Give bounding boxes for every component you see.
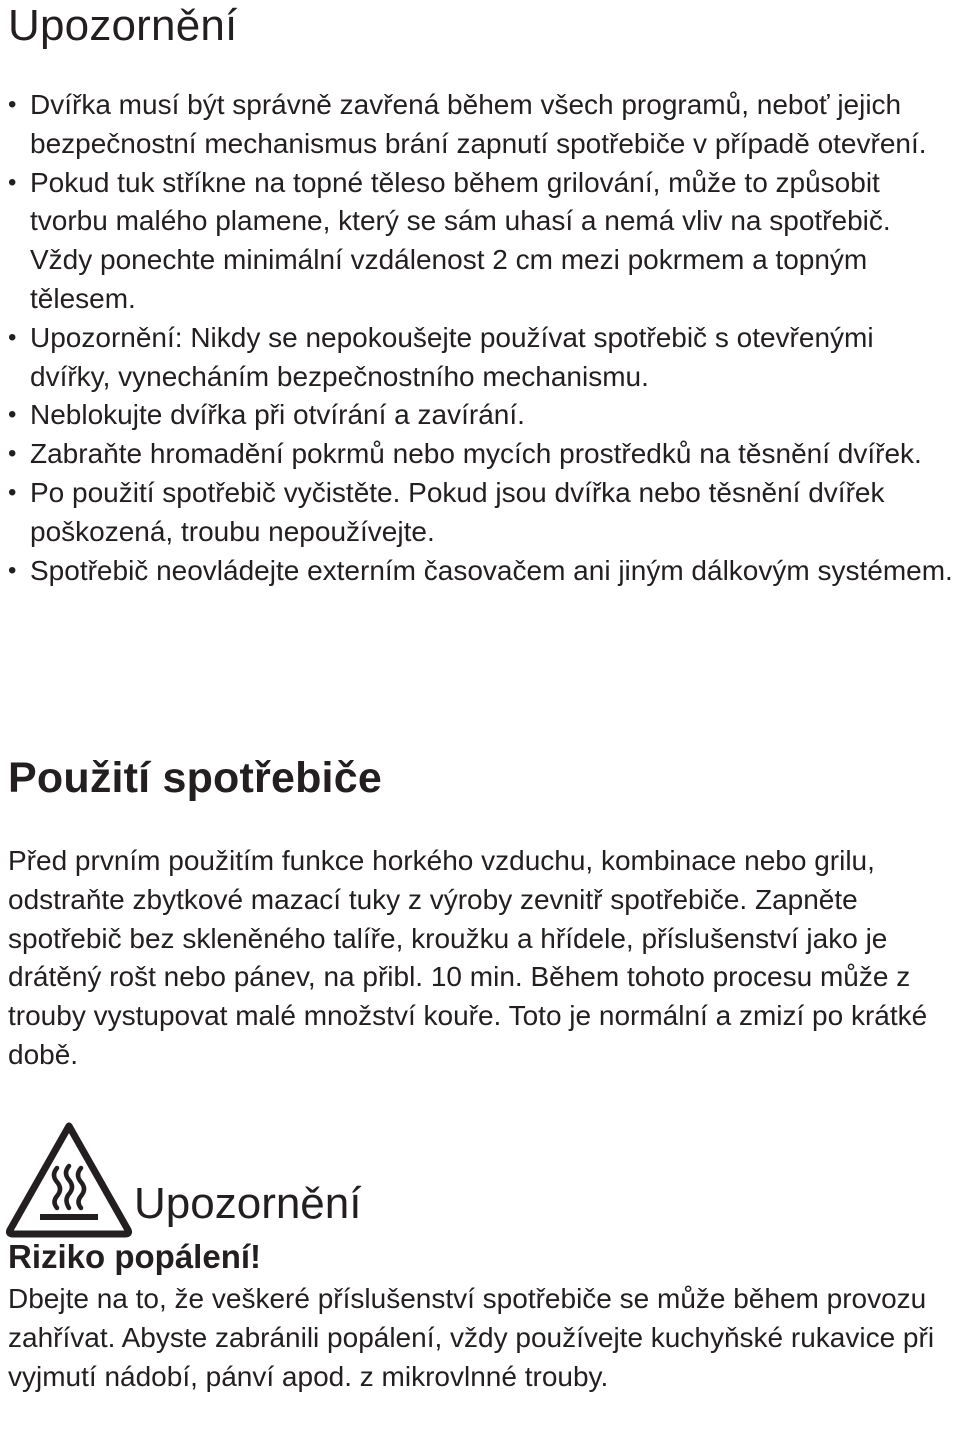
list-item: [8, 86, 956, 164]
burn-risk-subheading: Riziko popálení!: [8, 1238, 262, 1275]
list-item-text: Pokud tuk stříkne na topné těleso během grilování, může to způsobit tvorbu malého plamene, který se sám uhasí a nemá vliv na spotřebič. Vždy ponechte minimální vzdálenost 2 cm mezi pokrmem a topným tělesem.: [30, 166, 891, 314]
usage-heading: Použití spotřebiče: [8, 754, 382, 802]
burn-warning-heading: Upozornění: [134, 1179, 362, 1228]
burn-paragraph: Dbejte na to, že veškeré příslušenství spotřebiče se může během provozu zahřívat. Abyste zabránili popálení, vždy používejte kuchyňské rukavice při vyjmutí nádobí, pánví apod. z mikrovlnné trouby.: [8, 1283, 935, 1392]
list-item-text: Neblokujte dvířka při otvírání a zavírání.: [30, 399, 525, 431]
bullet-icon: •: [8, 323, 17, 351]
bullet-icon: •: [8, 91, 17, 118]
list-item: [8, 474, 956, 552]
list-item: [8, 319, 956, 397]
list-item: [8, 435, 956, 474]
bullet-icon: •: [8, 440, 17, 468]
warning-bullet-list: [8, 86, 956, 590]
list-item-text: Po použití spotřebič vyčistěte. Pokud jsou dvířka nebo těsnění dvířek poškozená, troubu nepoužívejte.: [30, 476, 885, 547]
list-item: [8, 552, 956, 591]
list-item-text: Upozornění: Nikdy se nepokoušejte používat spotřebič s otevřenými dvířky, vynecháním bezpečnostního mechanismu.: [30, 321, 874, 392]
bullet-icon: •: [8, 401, 17, 429]
list-item-text: Dvířka musí být správně zavřená během všech programů, neboť jejich bezpečnostní mechanismus brání zapnutí spotřebiče v případě otevření.: [30, 89, 927, 159]
usage-paragraph: Před prvním použitím funkce horkého vzduchu, kombinace nebo grilu, odstraňte zbytkové mazací tuky z výroby zevnitř spotřebiče. Zapněte spotřebič bez skleněného talíře, kroužku a hřídele, příslušenství jako je drátěný rošt nebo pánev, na přibl. 10 min. Během tohoto procesu může z trouby vystupovat malé množství kouře. Toto je normální a zmizí po krátké době.: [8, 845, 928, 1070]
bullet-icon: •: [8, 168, 17, 196]
list-item: [8, 396, 956, 435]
list-item-text: Zabraňte hromadění pokrmů nebo mycích prostředků na těsnění dvířek.: [30, 438, 922, 470]
list-item-text: Spotřebič neovládejte externím časovačem ani jiným dálkovým systémem.: [30, 554, 953, 586]
bullet-icon: •: [8, 478, 17, 506]
hot-surface-warning-icon: [4, 1120, 134, 1238]
bullet-icon: •: [8, 556, 17, 584]
list-item: [8, 164, 956, 319]
warning-heading: Upozornění: [8, 1, 238, 50]
